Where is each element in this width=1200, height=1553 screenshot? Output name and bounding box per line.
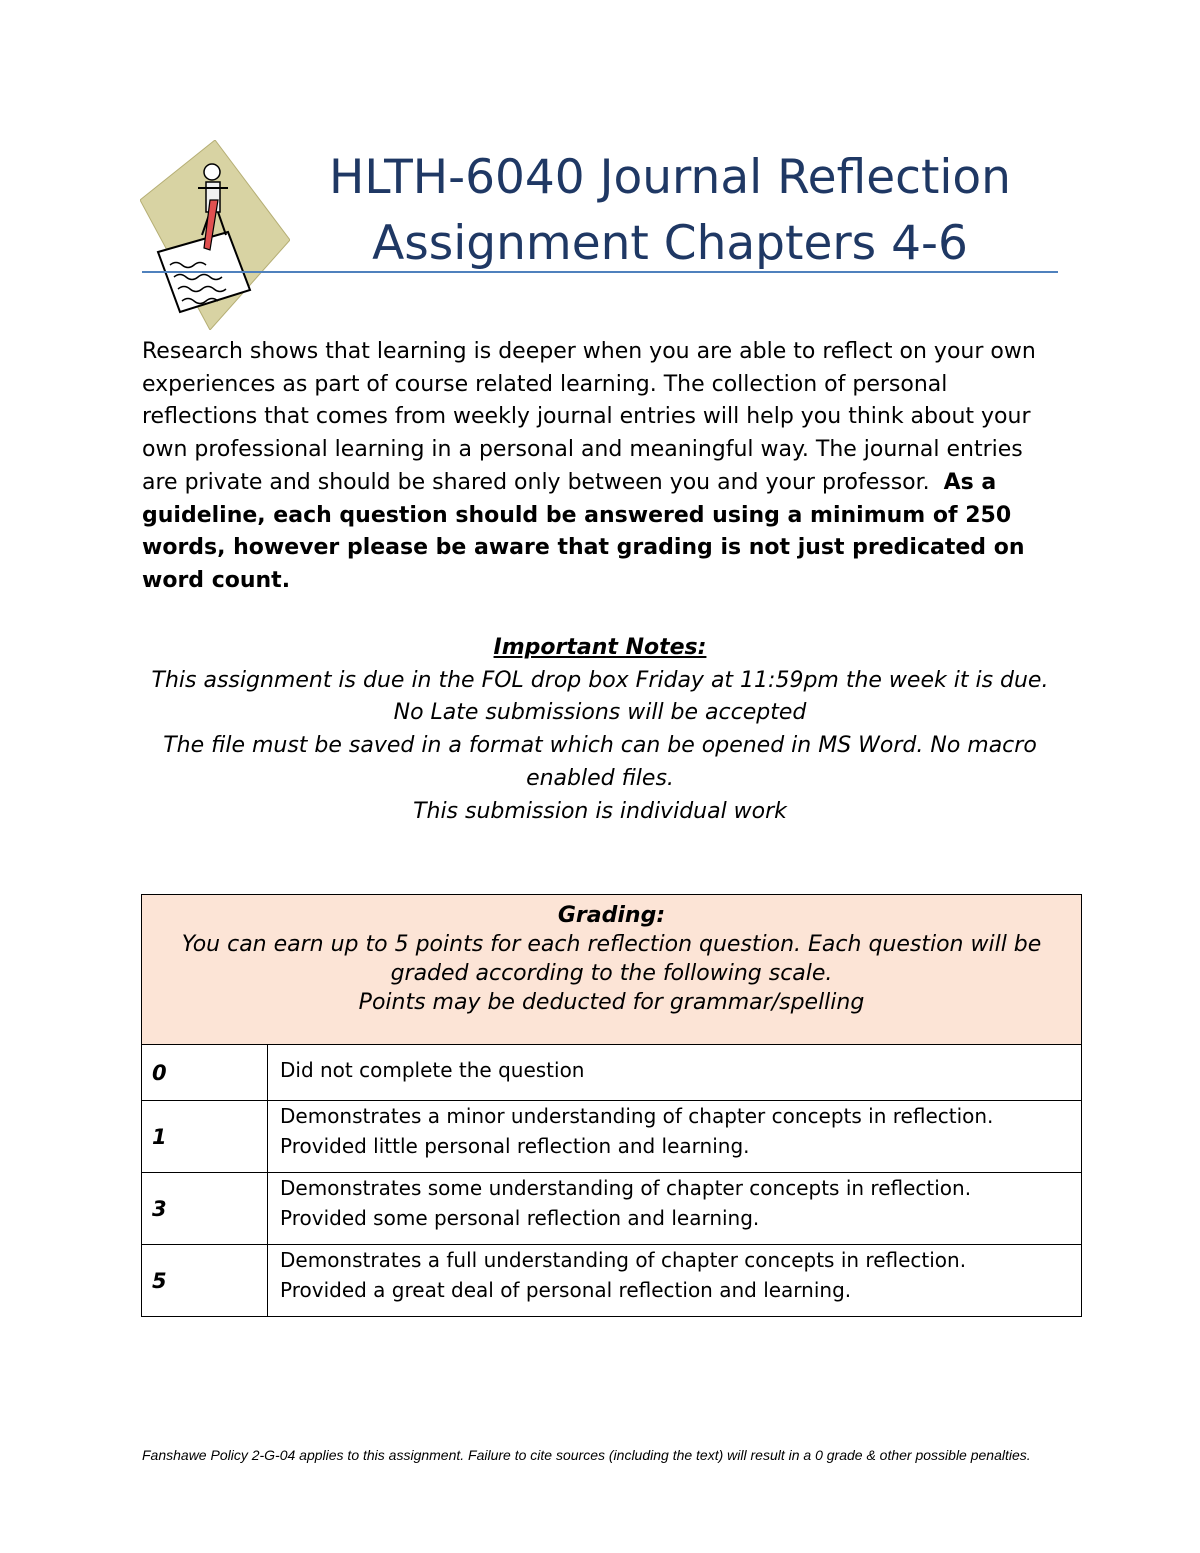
policy-footnote: Fanshawe Policy 2-G-04 applies to this assignment. Failure to cite sources (including the text) will result in a 0 grade & other possible penalties.: [142, 1447, 1031, 1463]
intro-paragraph: [142, 336, 1062, 598]
criteria-text: Provided little personal reflection and learning.: [280, 1134, 750, 1158]
title-divider: [142, 271, 1058, 273]
page-title: [260, 145, 1080, 277]
table-row: [142, 1045, 1082, 1101]
score-cell: 5: [142, 1245, 268, 1317]
criteria-cell: [268, 1173, 1082, 1245]
criteria-text: Did not complete the question: [280, 1058, 585, 1082]
criteria-text: Demonstrates some understanding of chapter concepts in reflection.: [280, 1176, 972, 1200]
notes-line: This assignment is due in the FOL drop box Friday at 11:59pm the week it is due.: [151, 667, 1049, 693]
notes-line: No Late submissions will be accepted: [393, 700, 807, 726]
criteria-cell: [268, 1045, 1082, 1101]
score-cell: 0: [142, 1045, 268, 1101]
score-cell: 3: [142, 1173, 268, 1245]
criteria-cell: [268, 1245, 1082, 1317]
title-line-2: Assignment Chapters 4-6: [372, 216, 968, 271]
score-cell: 1: [142, 1101, 268, 1173]
important-notes: [142, 632, 1058, 828]
table-row: [142, 1173, 1082, 1245]
criteria-cell: [268, 1101, 1082, 1173]
criteria-text: Demonstrates a full understanding of chapter concepts in reflection.: [280, 1248, 967, 1272]
notes-heading: Important Notes:: [493, 635, 707, 660]
grading-header-row: [142, 895, 1082, 1045]
grading-deduction-note: Points may be deducted for grammar/spelling: [358, 990, 865, 1015]
title-line-1: HLTH-6040 Journal Reflection: [329, 150, 1011, 205]
grading-header: [142, 895, 1082, 1045]
notes-line: This submission is individual work: [413, 798, 787, 824]
grading-title: Grading:: [557, 903, 666, 928]
criteria-text: Demonstrates a minor understanding of chapter concepts in reflection.: [280, 1104, 994, 1128]
notes-line: The file must be saved in a format which can be opened in MS Word. No macro enabled files.: [163, 733, 1037, 791]
grading-table: [141, 894, 1082, 1317]
intro-text: Research shows that learning is deeper when you are able to reflect on your own experiences as part of course related learning. The collection of personal reflections that comes from weekly journal entries will help you think about your own professional learning in a personal and meaningful way. The journal entries are private and should be shared only between you and your professor.: [142, 339, 1036, 495]
table-row: [142, 1101, 1082, 1173]
table-row: [142, 1245, 1082, 1317]
criteria-text: Provided a great deal of personal reflection and learning.: [280, 1278, 852, 1302]
intro-bold-text: As a guideline, each question should be answered using a minimum of 250 words, however please be aware that grading is not just predicated on word count.: [142, 469, 1025, 593]
criteria-text: Provided some personal reflection and learning.: [280, 1206, 760, 1230]
grading-description: You can earn up to 5 points for each reflection question. Each question will be graded according to the following scale.: [181, 932, 1042, 986]
